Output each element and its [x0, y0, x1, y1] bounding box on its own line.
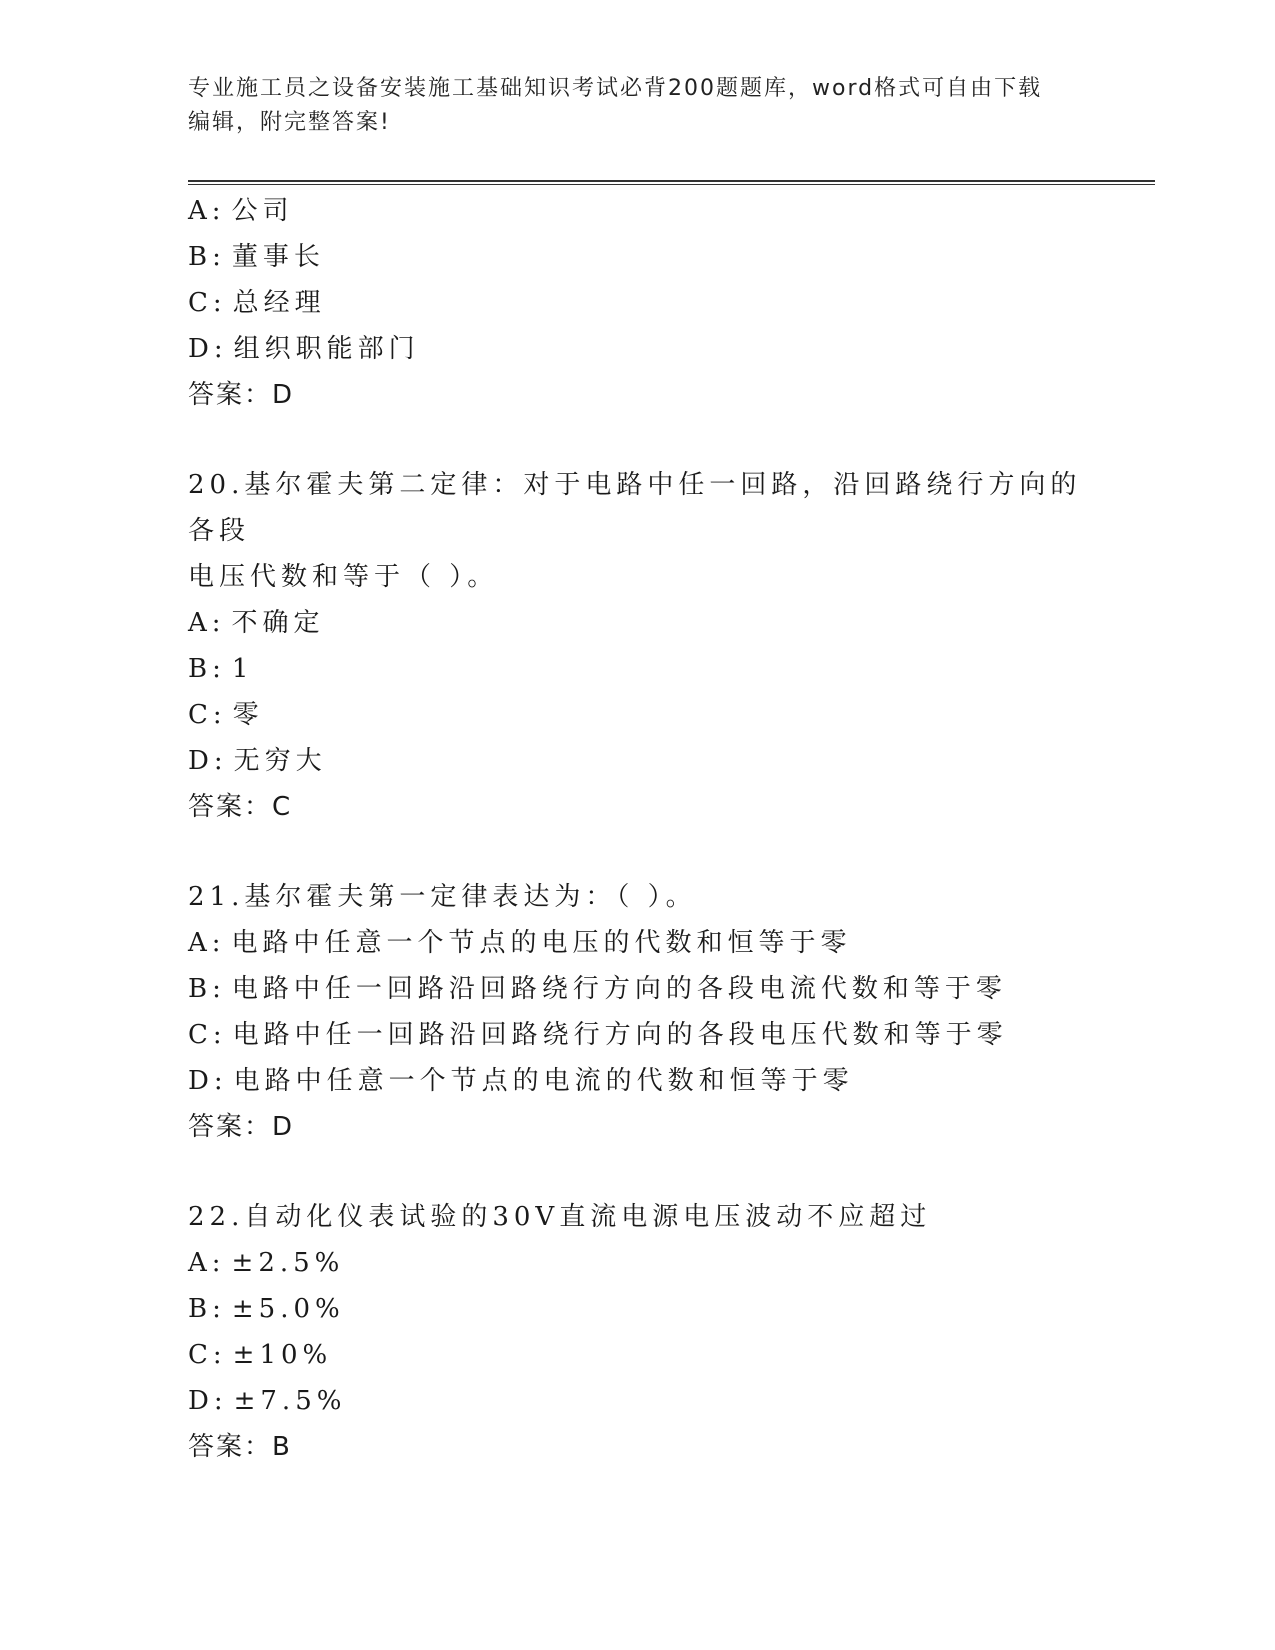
header-title-line-1: 专业施工员之设备安装施工基础知识考试必背200题题库，word格式可自由下载 — [188, 76, 1043, 101]
option-label: C: — [188, 1020, 227, 1050]
question-block — [188, 1194, 1088, 1470]
option-label: B: — [188, 242, 226, 272]
option-text: ±2.5% — [231, 1248, 345, 1278]
question-text — [188, 462, 1088, 600]
question-line: 电压代数和等于（ ）。 — [188, 562, 499, 592]
option-label: C: — [188, 1340, 227, 1370]
option-row — [188, 1058, 1088, 1104]
question-list — [188, 188, 1088, 1470]
option-label: B: — [188, 974, 226, 1004]
option-row — [188, 966, 1088, 1012]
option-text: 电路中任意一个节点的电压的代数和恒等于零 — [231, 928, 852, 958]
option-label: B: — [188, 654, 226, 684]
answer-text: 答案：D — [188, 380, 295, 410]
option-row — [188, 920, 1088, 966]
option-label: A: — [188, 608, 226, 638]
question-line: 20.基尔霍夫第二定律：对于电路中任一回路，沿回路绕行方向的各段 — [188, 470, 1082, 546]
option-text: 无穷大 — [233, 746, 327, 776]
option-text: ±10% — [232, 1340, 333, 1370]
question-text — [188, 874, 1088, 920]
header-title-line-2: 编辑，附完整答案! — [188, 110, 391, 135]
question-block — [188, 874, 1088, 1150]
option-row — [188, 1240, 1088, 1286]
option-row — [188, 234, 1088, 280]
option-text: 零 — [232, 700, 264, 730]
option-label: A: — [188, 196, 226, 226]
option-text: 公司 — [231, 196, 294, 226]
option-text: 组织职能部门 — [233, 334, 420, 364]
option-label: C: — [188, 288, 227, 318]
answer-text: 答案：D — [188, 1112, 295, 1142]
question-block — [188, 188, 1088, 418]
answer-text: 答案：B — [188, 1432, 292, 1462]
option-label: D: — [188, 334, 228, 364]
option-label: B: — [188, 1294, 226, 1324]
option-row — [188, 1332, 1088, 1378]
option-label: D: — [188, 746, 228, 776]
answer-text: 答案：C — [188, 792, 293, 822]
option-row — [188, 188, 1088, 234]
document-header — [188, 72, 1088, 140]
option-text: 1 — [231, 654, 254, 684]
option-text: 电路中任一回路沿回路绕行方向的各段电流代数和等于零 — [231, 974, 1007, 1004]
option-text: ±7.5% — [233, 1386, 347, 1416]
option-row — [188, 1286, 1088, 1332]
option-label: A: — [188, 1248, 226, 1278]
question-line: 22.自动化仪表试验的30V直流电源电压波动不应超过 — [188, 1202, 932, 1232]
option-row — [188, 646, 1088, 692]
option-row — [188, 326, 1088, 372]
option-text: 电路中任一回路沿回路绕行方向的各段电压代数和等于零 — [232, 1020, 1008, 1050]
question-line: 21.基尔霍夫第一定律表达为：（ ）。 — [188, 882, 697, 912]
option-row — [188, 1012, 1088, 1058]
option-label: D: — [188, 1066, 228, 1096]
option-row — [188, 738, 1088, 784]
option-text: 电路中任意一个节点的电流的代数和恒等于零 — [233, 1066, 854, 1096]
option-text: 总经理 — [232, 288, 326, 318]
header-divider-thin — [188, 184, 1155, 185]
option-label: D: — [188, 1386, 228, 1416]
option-label: C: — [188, 700, 227, 730]
option-text: 董事长 — [231, 242, 325, 272]
option-text: ±5.0% — [231, 1294, 345, 1324]
question-block — [188, 462, 1088, 830]
option-row — [188, 600, 1088, 646]
option-row — [188, 280, 1088, 326]
option-label: A: — [188, 928, 226, 958]
option-text: 不确定 — [231, 608, 325, 638]
question-text — [188, 1194, 1088, 1240]
option-row — [188, 1378, 1088, 1424]
header-divider-thick — [188, 180, 1155, 182]
option-row — [188, 692, 1088, 738]
